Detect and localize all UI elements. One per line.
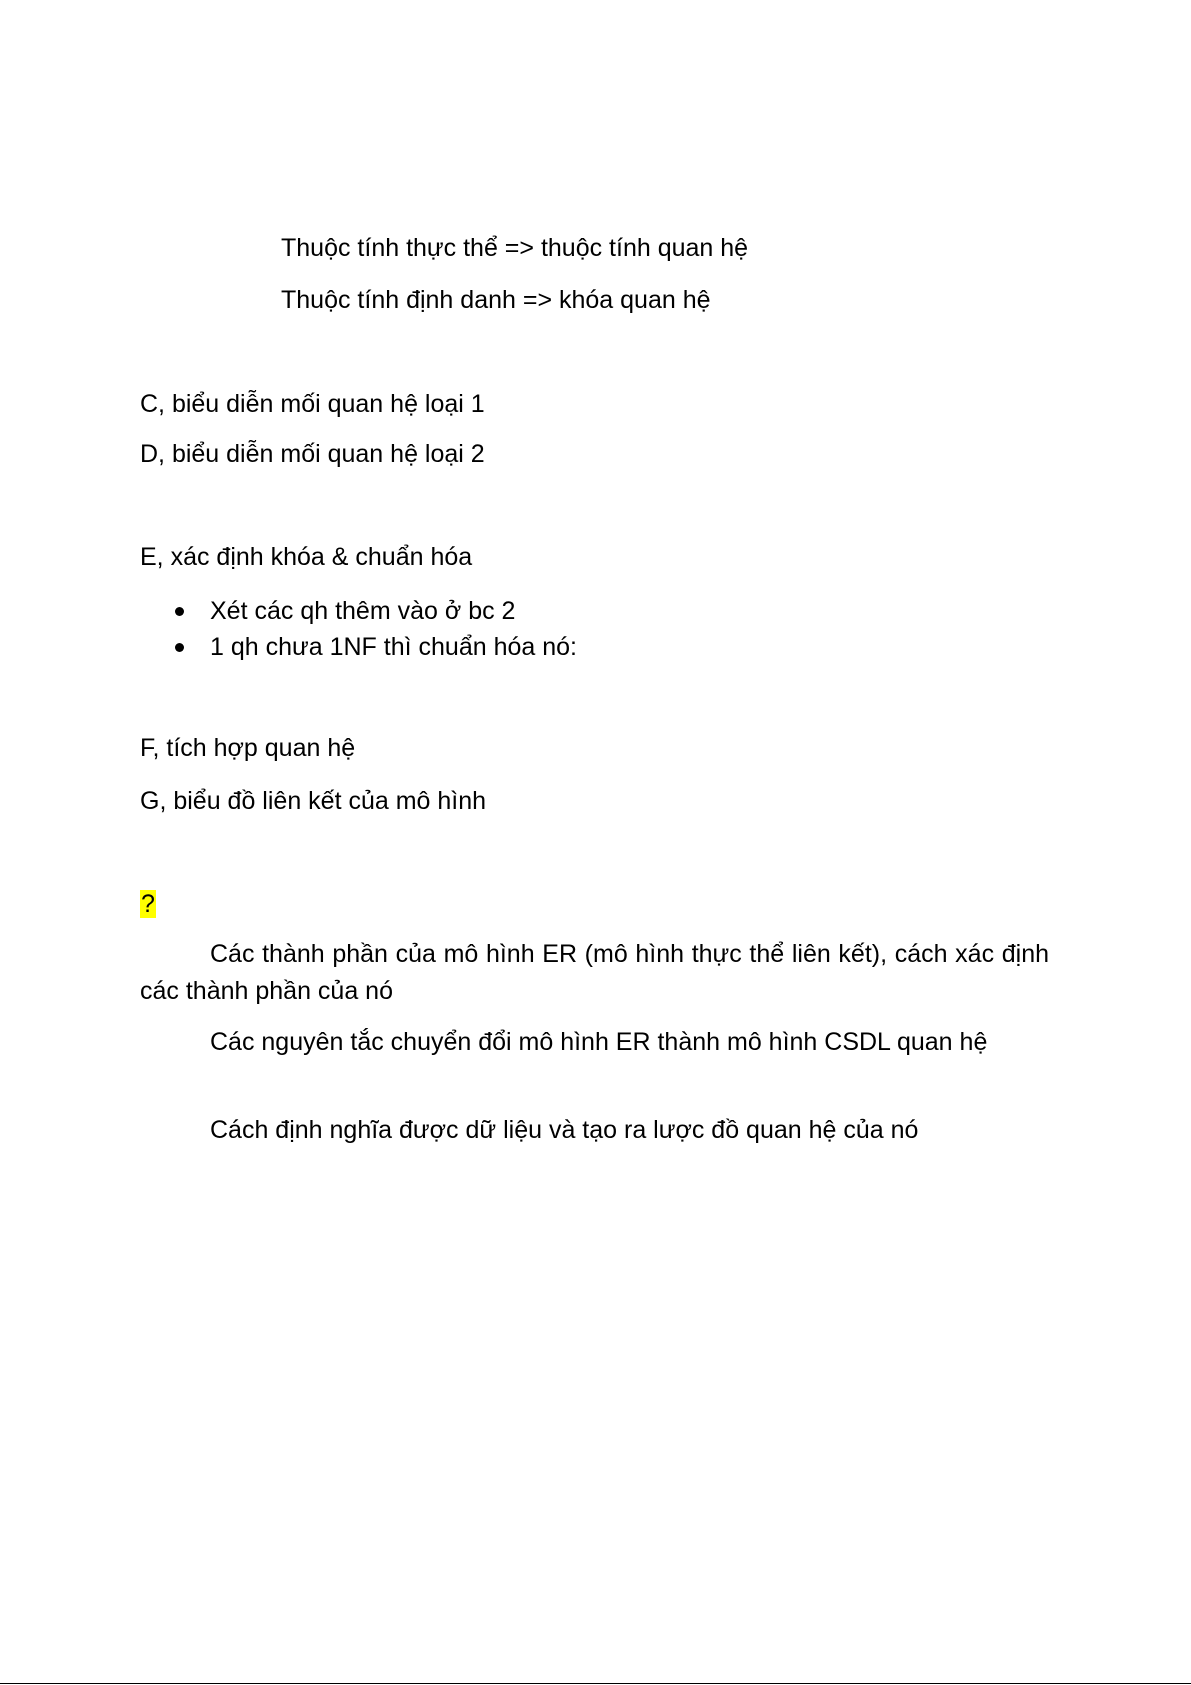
bullet-icon [175, 607, 184, 616]
bullet-icon [175, 643, 184, 652]
section-c-heading: C, biểu diễn mối quan hệ loại 1 [140, 390, 485, 418]
bullet-item: Xét các qh thêm vào ở bc 2 [210, 597, 516, 625]
question-mark [140, 889, 156, 919]
question-item: Các nguyên tắc chuyển đổi mô hình ER thành mô hình CSDL quan hệ [210, 1028, 988, 1056]
section-f-heading: F, tích hợp quan hệ [140, 734, 356, 762]
page-bottom-rule [0, 1683, 1191, 1684]
section-g-heading: G, biểu đồ liên kết của mô hình [140, 787, 487, 815]
question-item: Các thành phần của mô hình ER (mô hình thực thể liên kết), cách xác định các thành phần của nó [140, 940, 1049, 1005]
bullet-item: 1 qh chưa 1NF thì chuẩn hóa nó: [210, 633, 577, 661]
entity-attribute-line: Thuộc tính thực thể => thuộc tính quan hệ [281, 234, 749, 262]
section-e-heading: E, xác định khóa & chuẩn hóa [140, 543, 473, 571]
identifier-attribute-line: Thuộc tính định danh => khóa quan hệ [281, 286, 711, 314]
question-mark-highlight: ? [141, 890, 155, 918]
section-d-heading: D, biểu diễn mối quan hệ loại 2 [140, 440, 485, 468]
question-item: Cách định nghĩa được dữ liệu và tạo ra lược đồ quan hệ của nó [210, 1116, 919, 1144]
